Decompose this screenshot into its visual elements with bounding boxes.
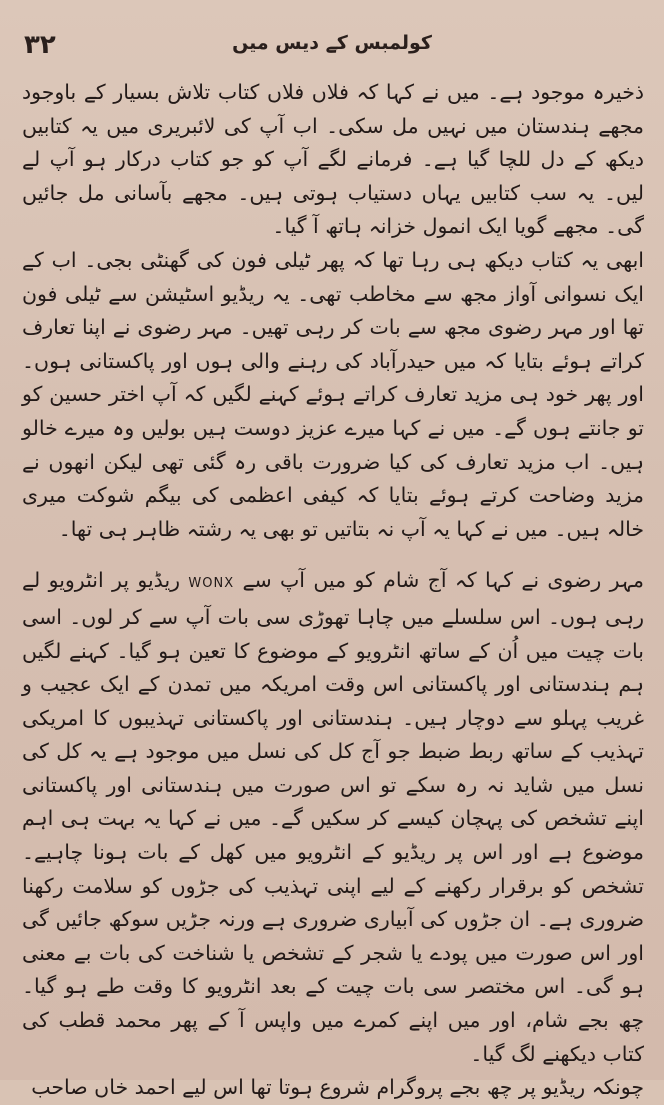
paragraph-text: مہر رضوی نے کہا کہ آج شام کو میں آپ سے — [242, 568, 644, 593]
paragraph: ذخیرہ موجود ہے۔ میں نے کہا کہ فلاں فلاں کتاب تلاش بسیار کے باوجود مجھے ہندستان میں نہیں مل سکی۔ اب آپ کی لائبریری میں یہ کتابیں دیکھ کے دل للچا گیا ہے۔ فرمانے لگے آپ کو جو کتاب درکار ہو آپ لے لیں۔ یہ سب کتابیں یہاں دستیاب ہوتی ہیں۔ مجھے بآسانی مل جائیں گی۔ مجھے گویا ایک انمول خزانہ ہاتھ آ گیا۔ — [22, 80, 644, 239]
radio-call-sign: WONX — [188, 576, 235, 592]
paragraph: ابھی یہ کتاب دیکھ ہی رہا تھا کہ پھر ٹیلی فون کی گھنٹی بجی۔ اب کے ایک نسوانی آواز مجھ سے مخاطب تھی۔ یہ ریڈیو اسٹیشن سے ٹیلی فون تھا اور مہر رضوی مجھ سے بات کر رہی تھیں۔ مہر رضوی نے اپنا تعارف کراتے ہوئے بتایا کہ میں حیدرآباد کی رہنے والی ہوں اور پاکستانی ہوں۔ اور پھر خود ہی مزید تعارف کراتے ہوئے کہنے لگیں کہ آپ اختر حسین کو تو جانتے ہوں گے۔ میں نے کہا میرے عزیز دوست ہیں بولیں وہ میرے خالو ہیں۔ اب مزید تعارف کی کیا ضرورت باقی رہ گئی تھی لیکن انھوں نے مزید وضاحت کرتے ہوئے بتایا کہ کیفی اعظمی کی بیگم شوکت میری خالہ ہیں۔ میں نے کہا یہ آپ نہ بتاتیں تو بھی یہ رشتہ ظاہر ہی تھا۔ — [22, 247, 644, 541]
page-number: ۳۲ — [24, 30, 56, 60]
paragraph-text: ریڈیو پر انٹرویو لے رہی ہوں۔ اس سلسلے میں چاہا تھوڑی سی بات آپ سے کر لوں۔ اسی بات چیت میں اُن کے ساتھ انٹرویو کے موضوع کا تعین ہو گیا۔ کہنے لگیں ہم ہندستانی اور پاکستانی اس وقت امریکہ میں تمدن کے ایک عجیب و غریب پہلو سے دوچار ہیں۔ ہندستانی اور پاکستانی تہذیبوں کا امریکی تہذیب کے ساتھ ربط ضبط جو آج کل کی نسل میں موجود ہے یہ کل کی نسل میں شاید نہ رہ سکے تو اس صورت میں ہندستانی اور پاکستانی اپنے تشخص کی پہچان کیسے کر سکیں گے۔ میں نے کہا یہ بہت ہی اہم موضوع ہے اور اس پر ریڈیو کے انٹرویو میں کھل کے بات ہونا چاہیے۔ تشخص کو برقرار رکھنے کے لیے اپنی تہذیب کی جڑوں کو سلامت رکھنا ضروری ہے۔ ان جڑوں کی آبیاری ضروری ہے ورنہ جڑیں سوکھ جائیں گی اور اس صورت میں پودے یا شجر کے تشخص یا شناخت کی بات بے معنی ہو گی۔ اس مختصر سی بات چیت کے بعد انٹرویو کا وقت طے ہو گیا۔ چھ بجے شام، اور میں اپنے کمرے میں واپس آ کے پھر محمد قطب کی کتاب دیکھنے لگ گیا۔ — [22, 568, 644, 1066]
page-header — [0, 30, 664, 64]
running-title: کولمبس کے دیس میں — [232, 32, 432, 54]
paragraph: چونکہ ریڈیو پر چھ بجے پروگرام شروع ہوتا تھا اس لیے احمد خاں صاحب — [31, 1075, 644, 1100]
body-text — [22, 76, 644, 1105]
paragraph — [22, 564, 644, 1071]
